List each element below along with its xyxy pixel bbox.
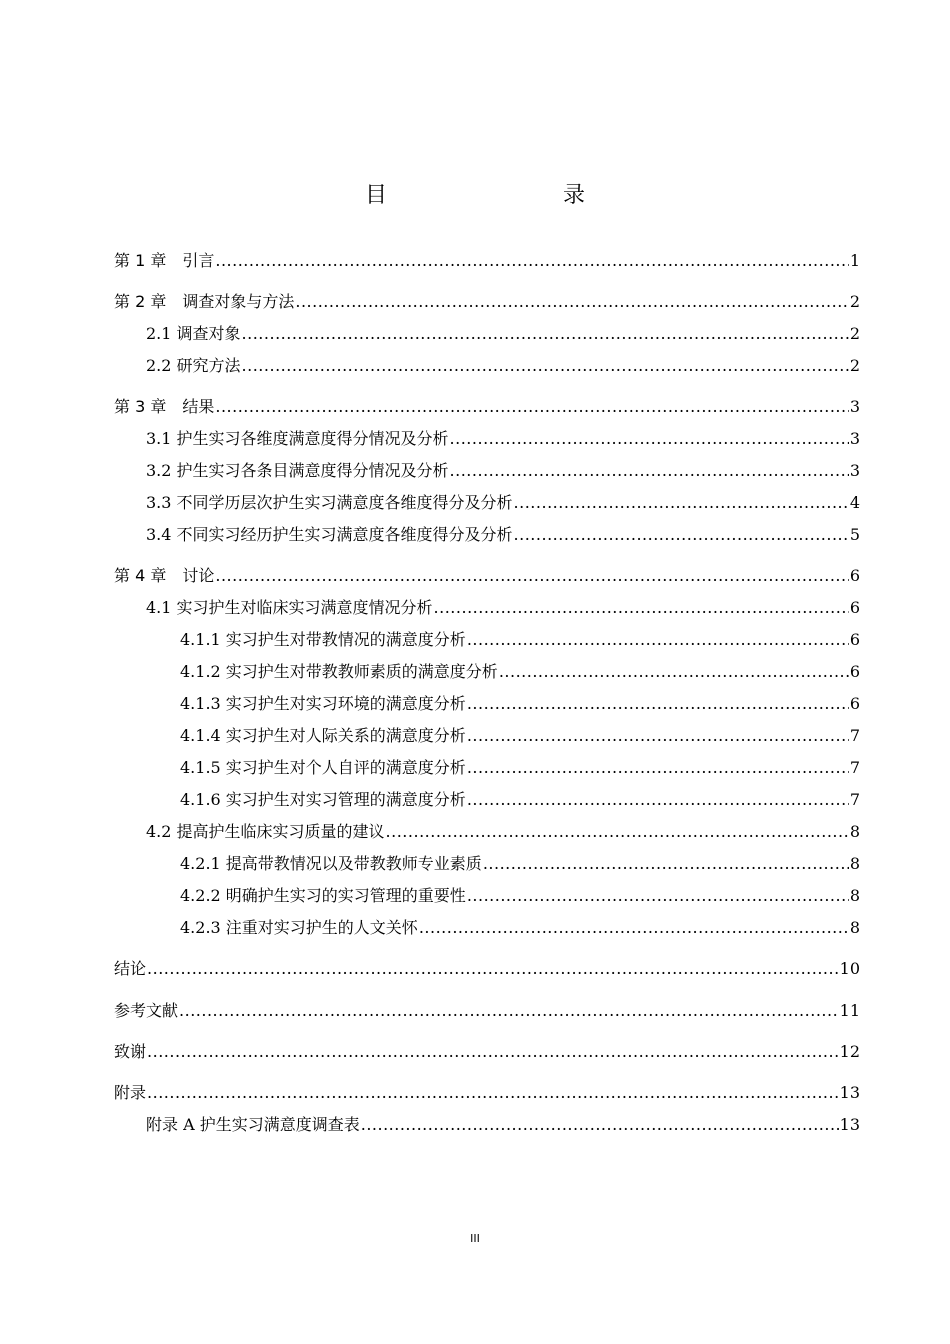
leader-dots: [147, 1082, 839, 1104]
toc-entry[interactable]: [146, 460, 860, 482]
toc-entry-page: 12: [839, 1042, 860, 1061]
leader-dots: [295, 291, 848, 313]
toc-entry[interactable]: [180, 789, 860, 811]
leader-dots: [499, 661, 849, 683]
leader-dots: [450, 460, 849, 482]
toc-entry[interactable]: [114, 958, 860, 980]
leader-dots: [215, 250, 848, 272]
toc-entry-page: 3: [849, 461, 860, 480]
leader-dots: [467, 629, 849, 651]
leader-dots: [386, 821, 849, 843]
toc-entry-label: 参考文献: [114, 1001, 179, 1020]
toc-entry-label: 4.1.1 实习护生对带教情况的满意度分析: [180, 630, 466, 649]
toc-entry-page: 3: [849, 429, 860, 448]
leader-dots: [514, 524, 849, 546]
toc-entry[interactable]: [146, 1114, 860, 1136]
toc-entry-label: 附录 A 护生实习满意度调查表: [146, 1115, 360, 1134]
leader-dots: [450, 428, 849, 450]
toc-entry-page: 7: [849, 758, 860, 777]
toc-entry-label: 4.1.5 实习护生对个人自评的满意度分析: [180, 758, 466, 777]
toc-entry-label: 4.1.2 实习护生对带教教师素质的满意度分析: [180, 662, 498, 681]
toc-entry-page: 1: [849, 251, 860, 270]
toc-entry-page: 7: [849, 790, 860, 809]
toc-entry[interactable]: [114, 291, 860, 313]
leader-dots: [242, 323, 849, 345]
toc-entry[interactable]: [180, 629, 860, 651]
toc-entry[interactable]: [146, 524, 860, 546]
toc-entry-page: 8: [849, 886, 860, 905]
toc-entry-label: 3.1 护生实习各维度满意度得分情况及分析: [146, 429, 449, 448]
toc-entry-label: 4.1.3 实习护生对实习环境的满意度分析: [180, 694, 466, 713]
leader-dots: [419, 917, 849, 939]
leader-dots: [467, 885, 849, 907]
toc-entry-label: 第 3 章 结果: [114, 397, 215, 416]
toc-entry-label: 4.2.1 提高带教情况以及带教教师专业素质: [180, 854, 482, 873]
toc-entry-page: 3: [849, 397, 860, 416]
leader-dots: [361, 1114, 839, 1136]
leader-dots: [147, 958, 839, 980]
toc-entry-page: 6: [849, 694, 860, 713]
toc-entry-label: 3.4 不同实习经历护生实习满意度各维度得分及分析: [146, 525, 513, 544]
toc-entry[interactable]: [146, 597, 860, 619]
toc-entry-label: 4.2.2 明确护生实习的实习管理的重要性: [180, 886, 466, 905]
toc-entry-page: 13: [839, 1083, 860, 1102]
toc-entry-label: 第 2 章 调查对象与方法: [114, 292, 295, 311]
leader-dots: [514, 492, 849, 514]
leader-dots: [483, 853, 849, 875]
toc-entry[interactable]: [180, 757, 860, 779]
page-footer-number: III: [470, 1232, 480, 1245]
toc-entry-page: 6: [849, 566, 860, 585]
leader-dots: [434, 597, 849, 619]
toc-entry-label: 2.1 调查对象: [146, 324, 241, 343]
toc-entry[interactable]: [114, 1000, 860, 1022]
toc-entry-label: 2.2 研究方法: [146, 356, 241, 375]
toc-entry[interactable]: [114, 396, 860, 418]
leader-dots: [467, 789, 849, 811]
toc-entry-page: 8: [849, 854, 860, 873]
toc-entry-page: 6: [849, 630, 860, 649]
toc-entry[interactable]: [146, 821, 860, 843]
toc-entry-label: 4.1.6 实习护生对实习管理的满意度分析: [180, 790, 466, 809]
toc-entry-page: 2: [849, 324, 860, 343]
toc-entry-page: 7: [849, 726, 860, 745]
toc-entry-label: 结论: [114, 959, 147, 978]
leader-dots: [215, 396, 848, 418]
toc-entry-page: 10: [839, 959, 860, 978]
leader-dots: [467, 725, 849, 747]
toc-entry-label: 4.2.3 注重对实习护生的人文关怀: [180, 918, 418, 937]
leader-dots: [215, 565, 848, 587]
toc-entry-page: 4: [849, 493, 860, 512]
toc-entry-label: 4.1 实习护生对临床实习满意度情况分析: [146, 598, 433, 617]
toc-entry-page: 8: [849, 918, 860, 937]
toc-entry[interactable]: [180, 661, 860, 683]
toc-entry-label: 第 1 章 引言: [114, 251, 215, 270]
toc-entry[interactable]: [114, 565, 860, 587]
toc-entry-label: 附录: [114, 1083, 147, 1102]
toc-entry[interactable]: [180, 917, 860, 939]
toc-entry-page: 6: [849, 598, 860, 617]
toc-entry[interactable]: [146, 355, 860, 377]
leader-dots: [147, 1041, 839, 1063]
leader-dots: [179, 1000, 839, 1022]
toc-entry-label: 3.3 不同学历层次护生实习满意度各维度得分及分析: [146, 493, 513, 512]
toc-entry-page: 2: [849, 292, 860, 311]
toc-entry-label: 4.1.4 实习护生对人际关系的满意度分析: [180, 726, 466, 745]
toc-entry-page: 2: [849, 356, 860, 375]
toc-entry[interactable]: [146, 323, 860, 345]
leader-dots: [242, 355, 849, 377]
toc-entry[interactable]: [180, 885, 860, 907]
toc-title: 目 录: [364, 183, 629, 208]
toc-entry[interactable]: [180, 725, 860, 747]
toc-entry[interactable]: [114, 1041, 860, 1063]
toc-entry-page: 8: [849, 822, 860, 841]
leader-dots: [467, 757, 849, 779]
toc-entry[interactable]: [146, 492, 860, 514]
toc-entry-label: 3.2 护生实习各条目满意度得分情况及分析: [146, 461, 449, 480]
toc-entry-label: 致谢: [114, 1042, 147, 1061]
toc-entry-label: 第 4 章 讨论: [114, 566, 215, 585]
toc-entry-page: 6: [849, 662, 860, 681]
toc-entry[interactable]: [146, 428, 860, 450]
toc-entry-page: 5: [849, 525, 860, 544]
toc-entry[interactable]: [180, 693, 860, 715]
toc-entry[interactable]: [114, 1082, 860, 1104]
toc-entry-page: 13: [839, 1115, 860, 1134]
toc-entry-label: 4.2 提高护生临床实习质量的建议: [146, 822, 385, 841]
toc-entry[interactable]: [180, 853, 860, 875]
toc-entry[interactable]: [114, 250, 860, 272]
toc-entry-page: 11: [839, 1001, 860, 1020]
leader-dots: [467, 693, 849, 715]
